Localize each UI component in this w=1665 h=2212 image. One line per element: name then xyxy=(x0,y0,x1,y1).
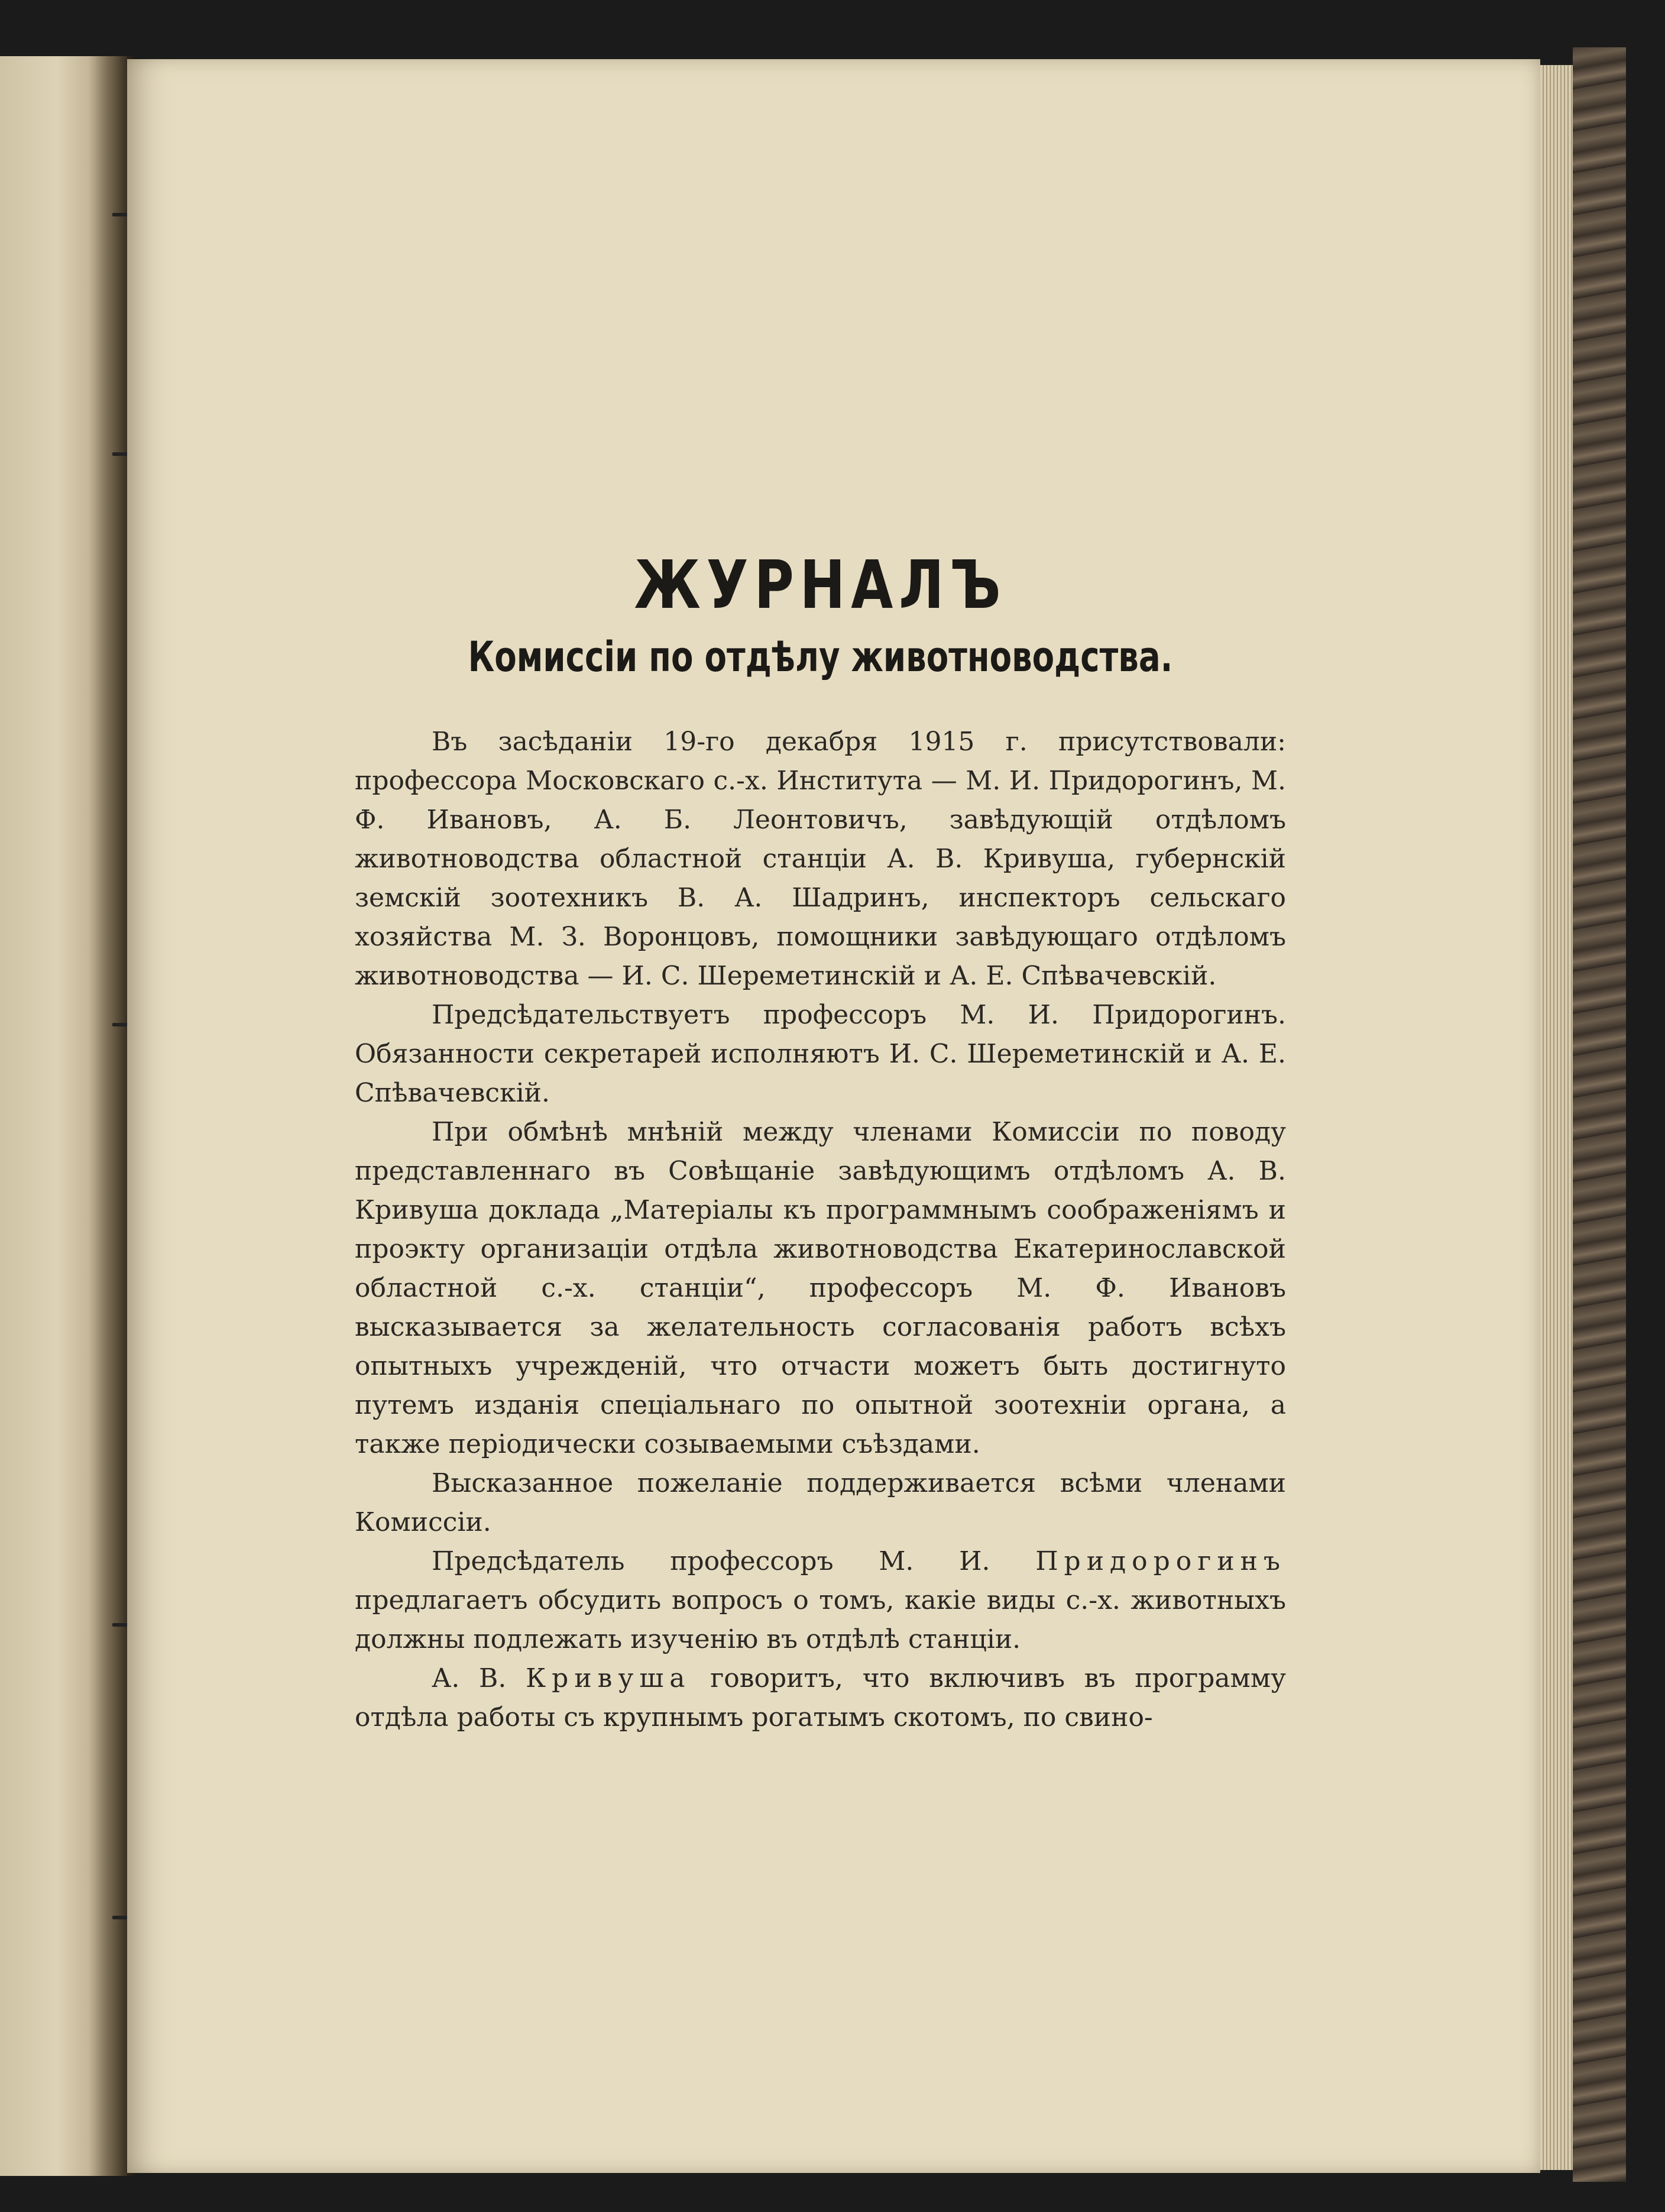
paragraph: Предсѣдательствуетъ профессоръ М. И. Придорогинъ. Обязанности секретарей исполняютъ И. С. Шереметинскій и А. Е. Спѣвачевскій. xyxy=(355,1000,1286,1108)
paragraph: Высказанное пожеланіе поддерживается всѣми членами Комиссіи. xyxy=(355,1468,1286,1537)
paragraph xyxy=(355,1542,1286,1659)
spaced-name: Кривуша xyxy=(526,1663,691,1693)
spaced-name: Придорогинъ xyxy=(1035,1546,1286,1576)
paragraph-text: Предсѣдатель профессоръ М. И. xyxy=(432,1546,1036,1576)
paragraph xyxy=(355,1659,1286,1737)
book-gutter xyxy=(89,56,133,2176)
paragraph: Въ засѣданіи 19-го декабря 1915 г. присутствовали: профессора Московскаго с.-х. Института — М. И. Придорогинъ, М. Ф. Ивановъ, А. Б. Леонтовичъ, завѣдующій отдѣломъ животноводства областной станціи А. В. Кривуша, губернскій земскій зоотехникъ В. А. Шадринъ, инспекторъ сельскаго хозяйства М. З. Воронцовъ, помощники завѣдующаго отдѣломъ животноводства — И. С. Шереметинскій и А. Е. Спѣвачевскій. xyxy=(355,727,1286,991)
page-edges xyxy=(1540,65,1573,2170)
document-subtitle: Комиссіи по отдѣлу животноводства. xyxy=(468,633,1173,681)
book-binding xyxy=(1573,47,1626,2182)
paragraph-text: говоритъ, что включивъ въ программу отдѣла работы съ крупнымъ рогатымъ скотомъ, по свино- xyxy=(355,1663,1286,1732)
paragraph: При обмѣнѣ мнѣній между членами Комиссіи по поводу представленнаго въ Совѣщаніе завѣдующимъ отдѣломъ А. В. Кривуша доклада „Матеріалы къ программнымъ соображеніямъ и проэкту организаціи отдѣла животноводства Екатеринославской областной с.-х. станціи“, профессоръ М. Ф. Ивановъ высказывается за желательность согласованія работъ всѣхъ опытныхъ учрежденій, что отчасти можетъ быть достигнуто путемъ изданія спеціальнаго по опытной зоотехніи органа, а также періодически созываемыми съѣздами. xyxy=(355,1117,1286,1459)
document-title: ЖУРНАЛЪ xyxy=(634,547,1007,624)
paragraph-text: А. В. xyxy=(432,1663,526,1693)
body-text xyxy=(355,723,1286,1737)
paragraph-text: предлагаетъ обсудить вопросъ о томъ, какіе виды с.-х. животныхъ должны подлежать изученію въ отдѣлѣ станціи. xyxy=(355,1585,1286,1654)
